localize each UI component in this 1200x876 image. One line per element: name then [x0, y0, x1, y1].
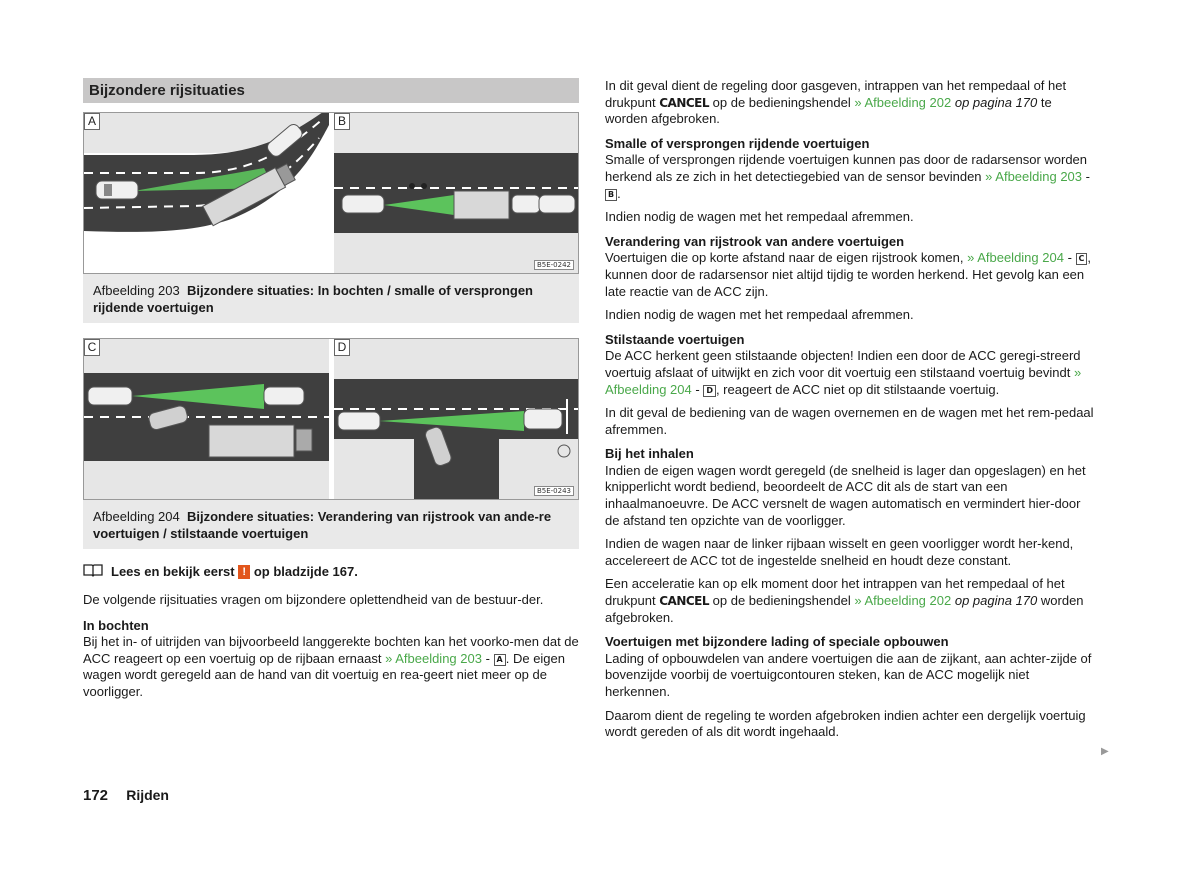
heading-verandering: Verandering van rijstrook van andere voertuigen [605, 233, 905, 249]
link-figure-204[interactable]: » Afbeelding 204 [605, 364, 1082, 397]
read-first-text: Lees en bekijk eerst [111, 564, 235, 579]
text: , reageert de ACC niet op dit stilstaande voertuig. [715, 381, 1000, 397]
paragraph-in-bochten: Bij het in- of uitrijden van bijvoorbeeld langgerekte bochten kan het voorko-men dat de ACC reageert op een voertuig op de rijbaan ernaast » Afbeelding 203 - A . De eigen wagen wordt geregeld aan de hand van dit voertuig en rea-geert niet meer op de voorligger. [83, 634, 579, 699]
panel-label-c: C [84, 339, 100, 356]
text: Voertuigen die op korte afstand naar de eigen rijstrook komen, [605, 250, 964, 266]
link-figure-203[interactable]: » Afbeelding 203 [385, 650, 482, 666]
text: In dit geval dient de regeling door gasgeven, intrappen van het rempedaal of het drukpunt [605, 78, 1067, 110]
figure-203 [83, 112, 579, 274]
panel-label-b: B [334, 113, 350, 130]
lane-change-illustration [84, 339, 329, 499]
paragraph-inhalen: Indien de eigen wagen wordt geregeld (de snelheid is lager dan opgeslagen) en het knipperlicht wordt bediend, beoordeelt de ACC dit als de start van een inhaalmanoeuvre. De ACC versnelt de wagen automatisch en vermindert hier-door de afstand ten opzichte van de voorligger. [605, 462, 1086, 528]
left-column [83, 78, 579, 701]
figure-panel-d [334, 339, 578, 499]
cancel-key-label: CANCEL [659, 594, 710, 609]
caption-number: Afbeelding 203 [93, 283, 180, 298]
panel-ref-a: A [494, 654, 506, 666]
figure-caption [83, 500, 579, 549]
paragraph-lading: Lading of opbouwdelen van andere voertuigen die aan de zijkant, aan achter-zijde of bovenzijde voorbij de voertuigcontouren steken, kan de ACC mogelijk niet herkennen. [605, 650, 1092, 699]
panel-ref-d: D [703, 385, 716, 397]
warning-icon[interactable]: ! [238, 565, 250, 579]
page-ref: op pagina 170 [954, 94, 1038, 110]
link-figure-204[interactable]: » Afbeelding 204 [967, 250, 1064, 266]
text: , kunnen door de radarsensor niet altijd tijdig te worden herkend. Het gevolg kan een late reactie van de ACC zijn. [605, 250, 1092, 299]
panel-label-a: A [84, 113, 100, 130]
section-title: Bijzondere rijsituaties [83, 78, 579, 103]
paragraph-verandering: Voertuigen die op korte afstand naar de eigen rijstrook komen, » Afbeelding 204 - C , kunnen door de radarsensor niet altijd tijdig te worden herkend. Het gevolg kan een late reactie van de ACC zijn. [605, 250, 1092, 299]
paragraph-smalle-brake: Indien nodig de wagen met het rempedaal afremmen. [605, 209, 914, 225]
heading-in-bochten: In bochten [83, 617, 149, 633]
heading-inhalen: Bij het inhalen [605, 446, 694, 462]
paragraph-stilstaande: De ACC herkent geen stilstaande objecten! Indien een door de ACC geregi-streerd voertuig afslaat of uitwijkt en zich voor dit voertuig een stilstaand voertuig bevindt » Afbeelding 204 - D , reageert de ACC niet op dit stilstaande voertuig. [605, 348, 1082, 397]
chapter-name: Rijden [126, 787, 169, 803]
link-figure-202[interactable]: » Afbeelding 202 [854, 593, 952, 609]
paragraph-stilstaande-takeover: In dit geval de bediening van de wagen overnemen en de wagen met het rem-pedaal afremmen. [605, 405, 1094, 437]
figure-code: B5E-0243 [534, 486, 574, 496]
text: Een acceleratie kan op elk moment door het intrappen van het rempedaal of het drukpunt [605, 576, 1065, 609]
read-first-note [83, 563, 579, 580]
paragraph-inhalen-acceleration [605, 576, 1097, 626]
page-ref: op pagina 170 [954, 593, 1038, 609]
paragraph-lading-abort: Daarom dient de regeling te worden afgebroken indien achter een dergelijk voertuig wordt gereden of als dit wordt ingehaald. [605, 707, 1086, 740]
paragraph-inhalen-left-lane: Indien de wagen naar de linker rijbaan wisselt en geen voorligger wordt her-kend, accelereert de ACC tot de ingestelde snelheid en houdt deze constant. [605, 536, 1074, 568]
narrow-vehicle-illustration [334, 113, 578, 273]
figure-204 [83, 338, 579, 500]
figure-panel-c [84, 339, 329, 499]
link-figure-202[interactable]: » Afbeelding 202 [854, 94, 952, 110]
paragraph-cancel [605, 78, 1097, 128]
curve-illustration [84, 113, 329, 273]
paragraph-verandering-brake: Indien nodig de wagen met het rempedaal afremmen. [605, 307, 914, 323]
text: De ACC herkent geen stilstaande objecten! Indien een door de ACC geregi-streerd voertuig afslaat of uitwijkt en zich voor dit voertuig een stilstaand voertuig bevindt [605, 348, 1081, 380]
heading-stilstaande: Stilstaande voertuigen [605, 331, 745, 347]
caption-title: Bijzondere situaties: Verandering van rijstrook van ande-re voertuigen / stilstaande voertuigen [93, 509, 552, 541]
intro-paragraph: De volgende rijsituaties vragen om bijzondere oplettendheid van de bestuur-der. [83, 592, 544, 607]
heading-lading: Voertuigen met bijzondere lading of speciale opbouwen [605, 634, 949, 650]
text: te worden afgebroken. [605, 94, 1052, 127]
caption-title: Bijzondere situaties: In bochten / smalle of versprongen rijdende voertuigen [93, 283, 533, 315]
figure-code: B5E-0242 [534, 260, 574, 270]
next-page-arrow-icon[interactable]: ▶ [1101, 746, 1109, 757]
text: Bij het in- of uitrijden van bijvoorbeeld langgerekte bochten kan het voorko-men dat de ACC reageert op een voertuig op de rijbaan ernaast [83, 634, 579, 666]
stationary-vehicle-illustration [334, 339, 578, 499]
panel-label-d: D [334, 339, 350, 356]
book-icon [83, 563, 103, 580]
text: op de bedieningshendel [712, 94, 851, 110]
text: worden afgebroken. [605, 593, 1084, 625]
cancel-key-label: CANCEL [659, 95, 710, 110]
figure-panel-b [334, 113, 578, 273]
read-first-page: op bladzijde 167. [253, 564, 358, 579]
link-figure-203[interactable]: » Afbeelding 203 [985, 168, 1083, 184]
panel-ref-b: B [605, 189, 617, 201]
text: Smalle of versprongen rijdende voertuigen kunnen pas door de radarsensor worden herkend als ze zich in het detectiegebied van de sensor bevinden [605, 152, 1088, 184]
figure-caption [83, 274, 579, 323]
figure-panel-a [84, 113, 329, 273]
heading-smalle: Smalle of versprongen rijdende voertuigen [605, 135, 870, 151]
page-number: 172 [83, 787, 109, 804]
page-footer [83, 787, 169, 804]
right-column [605, 78, 1097, 741]
paragraph-smalle: Smalle of versprongen rijdende voertuigen kunnen pas door de radarsensor worden herkend als ze zich in het detectiegebied van de sensor bevinden » Afbeelding 203 - B . [605, 152, 1090, 201]
text: op de bedieningshendel [712, 593, 851, 609]
caption-number: Afbeelding 204 [93, 509, 180, 524]
text: . De eigen wagen wordt geregeld aan de hand van dit voertuig en rea-geert niet meer op de voorligger. [83, 650, 565, 699]
panel-ref-c: C [1076, 253, 1088, 265]
